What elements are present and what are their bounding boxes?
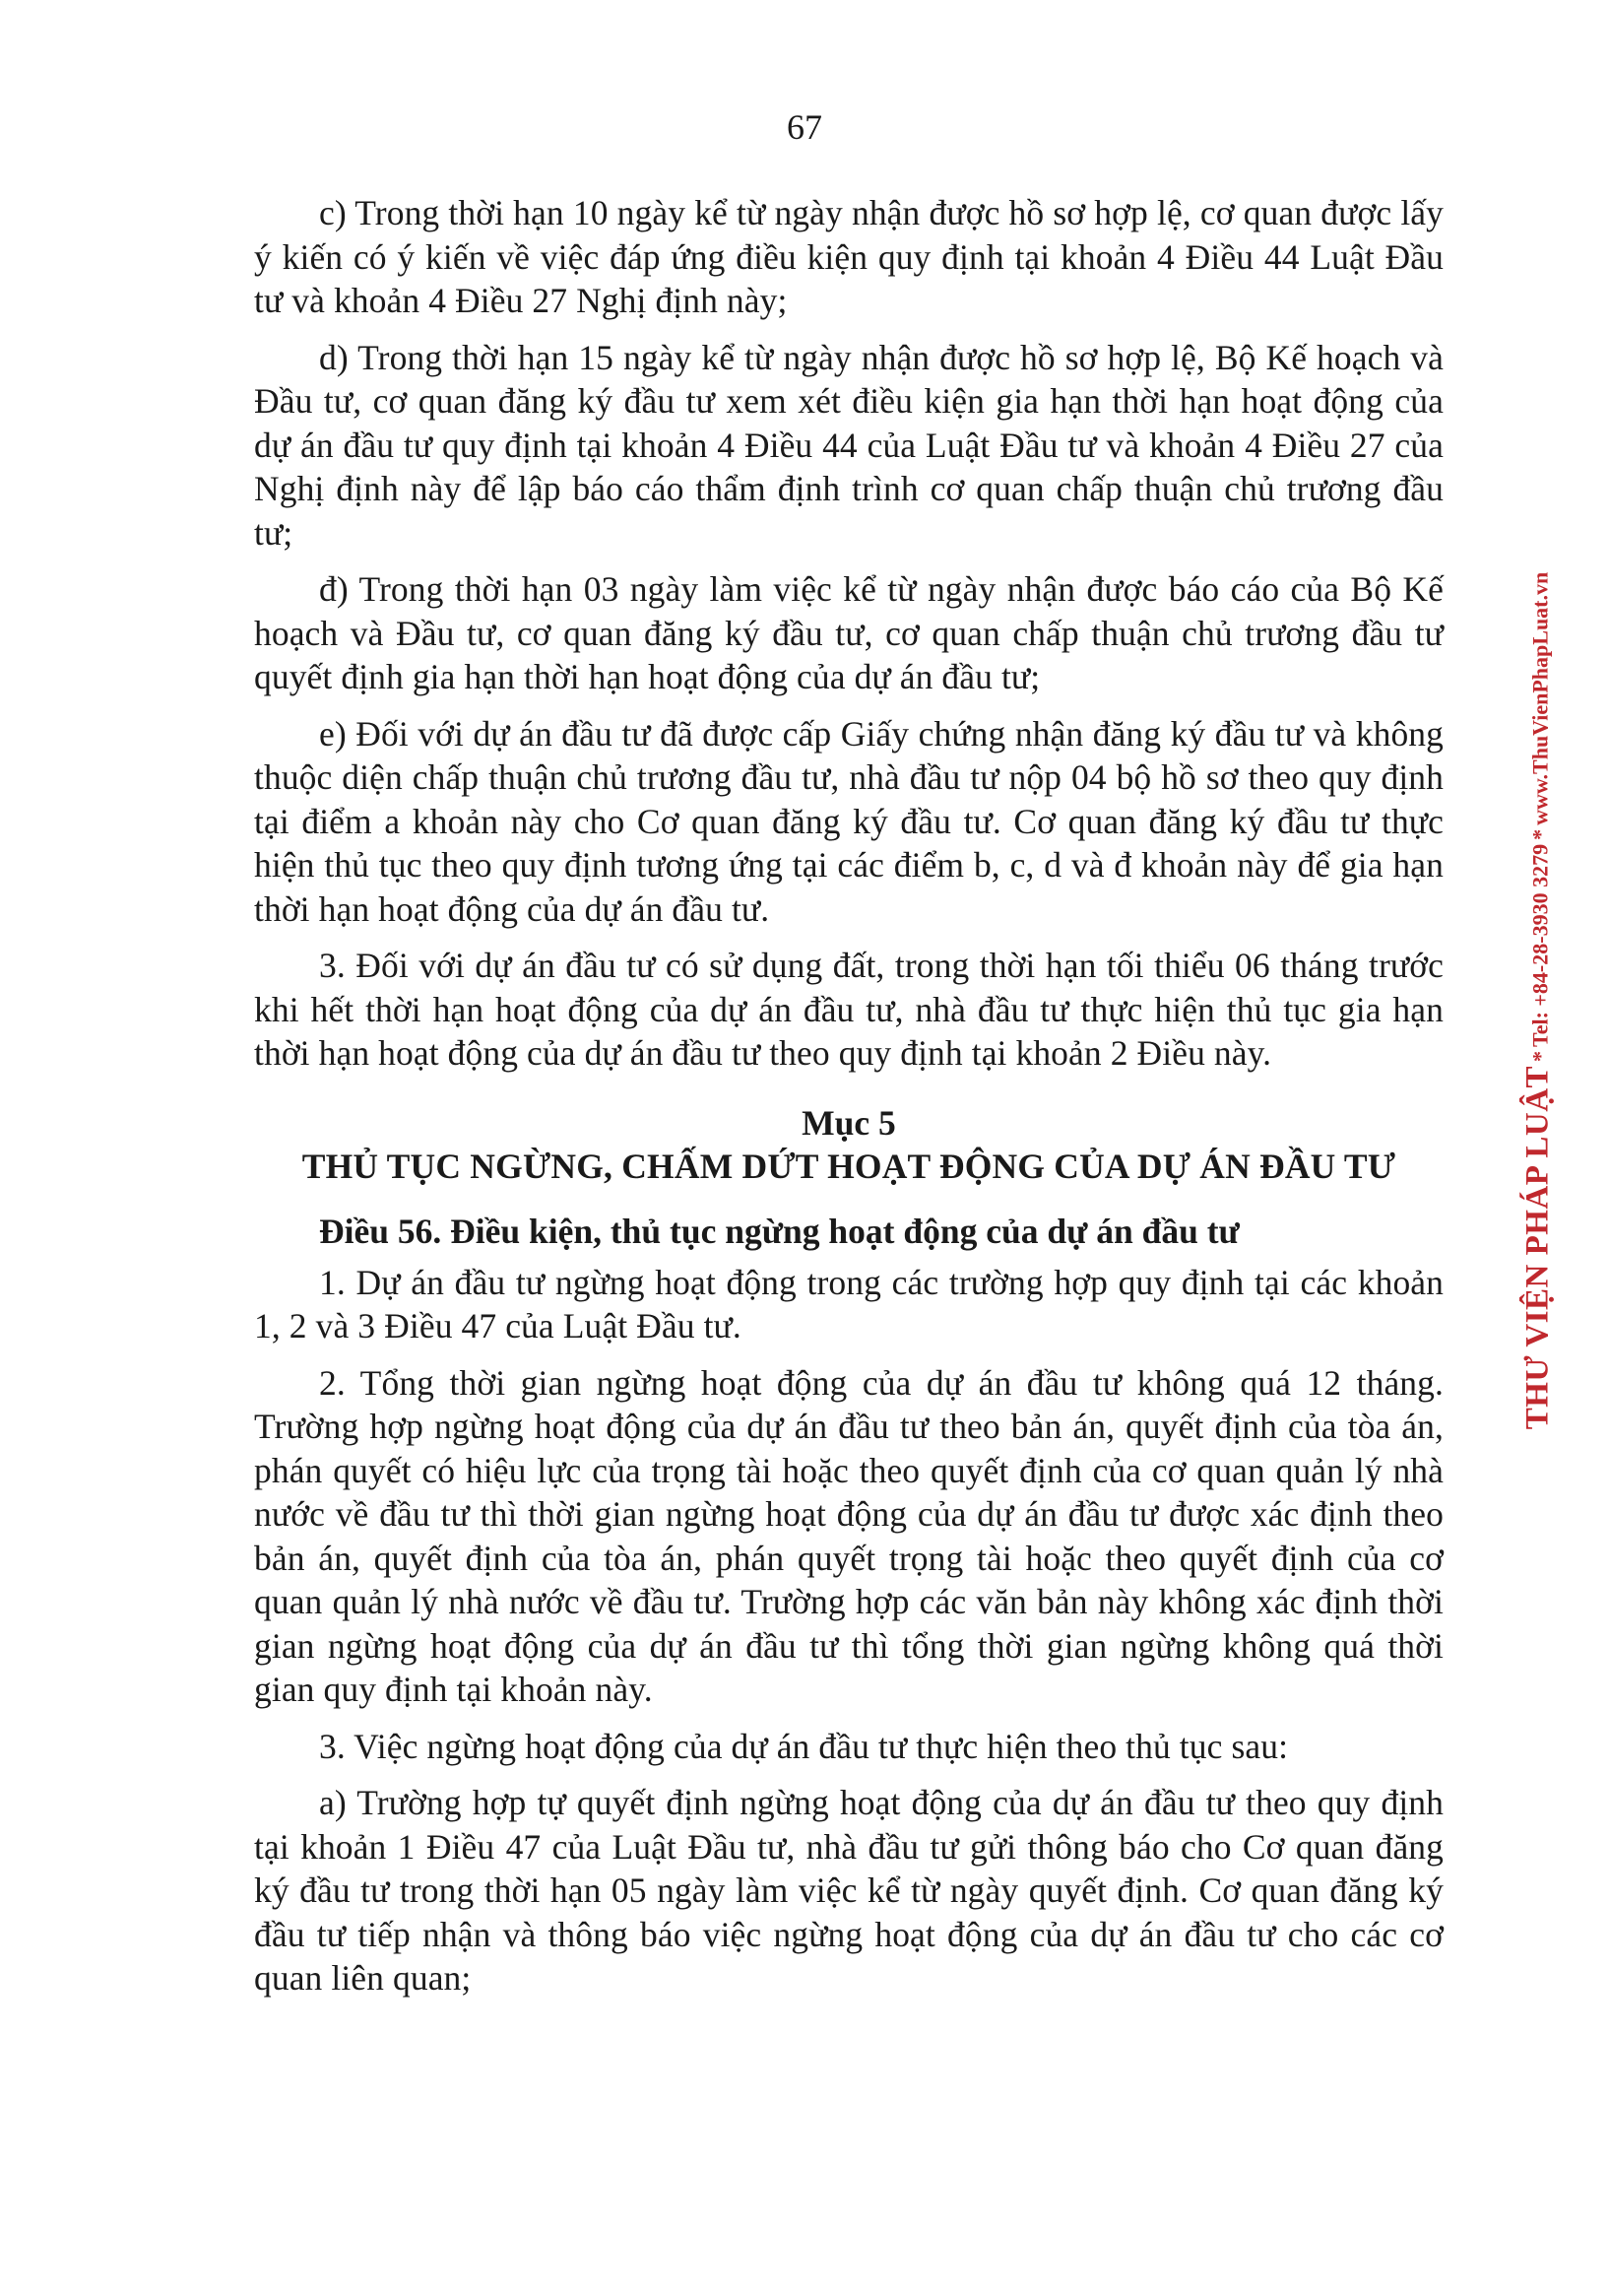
paragraph-e: e) Đối với dự án đầu tư đã được cấp Giấy chứng nhận đăng ký đầu tư và không thuộc diện chấp thuận chủ trương đầu tư, nhà đầu tư nộp 04 bộ hồ sơ theo quy định tại điểm a khoản này cho Cơ quan đăng ký đầu tư. Cơ quan đăng ký đầu tư thực hiện thủ tục theo quy định tương ứng tại các điểm b, c, d và đ khoản này để gia hạn thời hạn hoạt động của dự án đầu tư. (254, 713, 1444, 929)
article-clause-2: 2. Tổng thời gian ngừng hoạt động của dự án đầu tư không quá 12 tháng. Trường hợp ngừng hoạt động của dự án đầu tư theo bản án, quyết định của tòa án, phán quyết có hiệu lực của trọng tài hoặc theo quyết định của cơ quan quản lý nhà nước về đầu tư thì thời gian ngừng hoạt động của dự án đầu tư được xác định theo bản án, quyết định của tòa án, phán quyết trọng tài hoặc theo quyết định của cơ quan quản lý nhà nước về đầu tư. Trường hợp các văn bản này không xác định thời gian ngừng hoạt động của dự án đầu tư thì tổng thời gian ngừng không quá thời gian quy định tại khoản này. (254, 1362, 1444, 1709)
watermark-tel: Tel: +84-28-3930 3279 (1527, 843, 1553, 1047)
watermark (1520, 572, 1557, 1430)
page-number: 67 (787, 107, 822, 147)
section-label: Mục 5 (802, 1102, 896, 1143)
watermark-separator-2: * (1527, 828, 1553, 840)
paragraph-d: d) Trong thời hạn 15 ngày kể từ ngày nhận được hồ sơ hợp lệ, Bộ Kế hoạch và Đầu tư, cơ quan đăng ký đầu tư xem xét điều kiện gia hạn thời hạn hoạt động của dự án đầu tư quy định tại khoản 4 Điều 44 của Luật Đầu tư và khoản 4 Điều 27 của Nghị định này để lập báo cáo thẩm định trình cơ quan chấp thuận chủ trương đầu tư; (254, 337, 1444, 553)
watermark-website: www.ThuVienPhapLuat.vn (1527, 571, 1553, 825)
section-title: THỦ TỤC NGỪNG, CHẤM DỨT HOẠT ĐỘNG CỦA DỰ ÁN ĐẦU TƯ (301, 1146, 1396, 1186)
paragraph-dd: đ) Trong thời hạn 03 ngày làm việc kể từ ngày nhận được báo cáo của Bộ Kế hoạch và Đầu tư, cơ quan đăng ký đầu tư, cơ quan chấp thuận chủ trương đầu tư quyết định gia hạn thời hạn hoạt động của dự án đầu tư; (254, 569, 1444, 696)
paragraph-3: 3. Đối với dự án đầu tư có sử dụng đất, trong thời hạn tối thiểu 06 tháng trước khi hết thời hạn hoạt động của dự án đầu tư, nhà đầu tư thực hiện thủ tục gia hạn thời hạn hoạt động của dự án đầu tư theo quy định tại khoản 2 Điều này. (254, 946, 1444, 1073)
watermark-separator: * (1527, 1050, 1553, 1062)
document-body (254, 191, 1444, 2013)
article-heading: Điều 56. Điều kiện, thủ tục ngừng hoạt động của dự án đầu tư (319, 1211, 1240, 1251)
article-clause-1: 1. Dự án đầu tư ngừng hoạt động trong các trường hợp quy định tại các khoản 1, 2 và 3 Điều 47 của Luật Đầu tư. (254, 1262, 1444, 1345)
article-clause-3: 3. Việc ngừng hoạt động của dự án đầu tư thực hiện theo thủ tục sau: (319, 1726, 1289, 1766)
watermark-brand: THƯ VIỆN PHÁP LUẬT (1519, 1065, 1556, 1430)
article-clause-3a: a) Trường hợp tự quyết định ngừng hoạt động của dự án đầu tư theo quy định tại khoản 1 Điều 47 của Luật Đầu tư, nhà đầu tư gửi thông báo cho Cơ quan đăng ký đầu tư trong thời hạn 05 ngày làm việc kể từ ngày quyết định. Cơ quan đăng ký đầu tư tiếp nhận và thông báo việc ngừng hoạt động của dự án đầu tư cho các cơ quan liên quan; (254, 1783, 1444, 1998)
paragraph-c: c) Trong thời hạn 10 ngày kể từ ngày nhận được hồ sơ hợp lệ, cơ quan được lấy ý kiến có ý kiến về việc đáp ứng điều kiện quy định tại khoản 4 Điều 44 Luật Đầu tư và khoản 4 Điều 27 Nghị định này; (254, 193, 1444, 320)
